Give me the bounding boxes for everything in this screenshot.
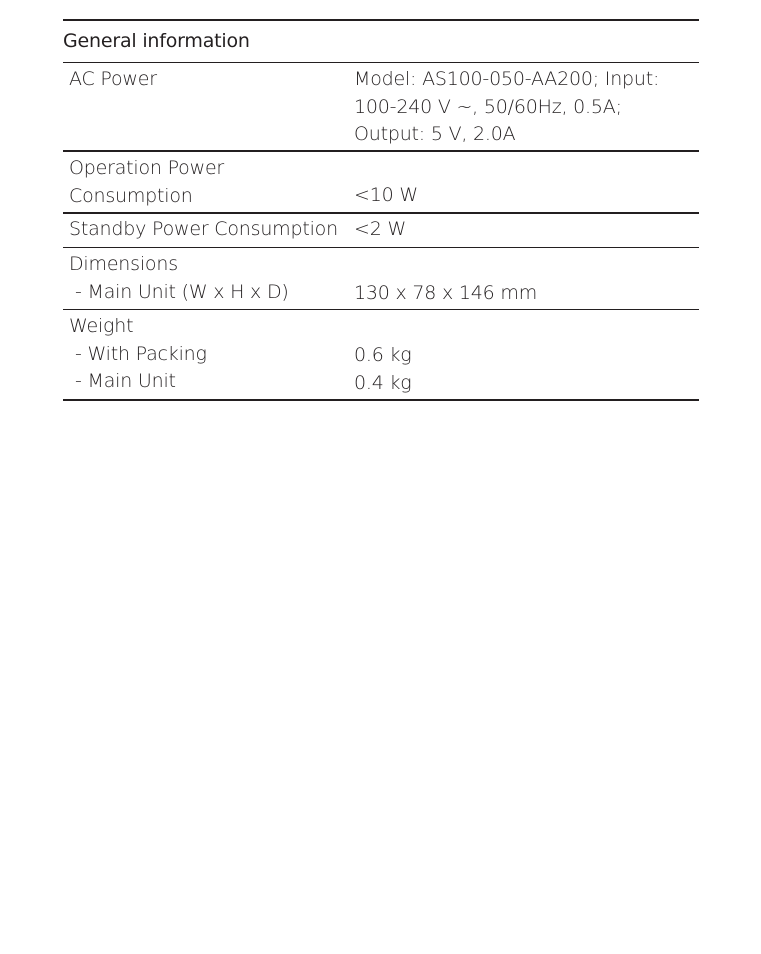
spec-label-cell bbox=[63, 313, 349, 397]
spec-value-cell bbox=[349, 313, 699, 397]
spec-row-operation-power bbox=[63, 152, 699, 214]
spec-value-line: Model: AS100-050-AA200; Input: bbox=[354, 68, 660, 90]
spec-label: AC Power bbox=[69, 68, 157, 90]
spec-label-cell bbox=[63, 251, 349, 307]
spec-label: Dimensions bbox=[69, 253, 178, 275]
spec-sub-label: - Main Unit (W x H x D) bbox=[75, 280, 289, 303]
spec-label-cell bbox=[63, 66, 349, 150]
spec-sub-label: - With Packing bbox=[75, 342, 207, 365]
spec-value: 0.6 kg bbox=[354, 344, 412, 366]
spec-sub-label: - Main Unit bbox=[75, 370, 176, 392]
spec-value: <10 W bbox=[354, 183, 418, 206]
spec-row-weight bbox=[63, 310, 699, 399]
spec-label: Weight bbox=[69, 315, 134, 337]
spec-label-cell bbox=[63, 216, 349, 247]
spec-value-cell bbox=[349, 216, 699, 247]
spec-value: <2 W bbox=[354, 218, 407, 240]
spec-label: Consumption bbox=[69, 184, 193, 207]
spec-value-line: Output: 5 V, 2.0A bbox=[354, 123, 516, 145]
spec-value-cell bbox=[349, 66, 699, 150]
spec-label: Operation Power bbox=[69, 157, 225, 179]
spec-value: 130 x 78 x 146 mm bbox=[354, 281, 538, 304]
spec-label-cell bbox=[63, 155, 349, 209]
spec-row-standby-power bbox=[63, 214, 699, 248]
spec-value-cell bbox=[349, 155, 699, 209]
specifications-table bbox=[63, 19, 699, 401]
spec-value-line: 100-240 V ~, 50/60Hz, 0.5A; bbox=[354, 95, 622, 118]
section-title: General information bbox=[63, 21, 699, 63]
spec-row-dimensions bbox=[63, 248, 699, 310]
spec-label: Standby Power Consumption bbox=[69, 218, 338, 240]
spec-value-cell bbox=[349, 251, 699, 307]
spec-row-ac-power bbox=[63, 63, 699, 152]
spec-value: 0.4 kg bbox=[354, 371, 412, 394]
